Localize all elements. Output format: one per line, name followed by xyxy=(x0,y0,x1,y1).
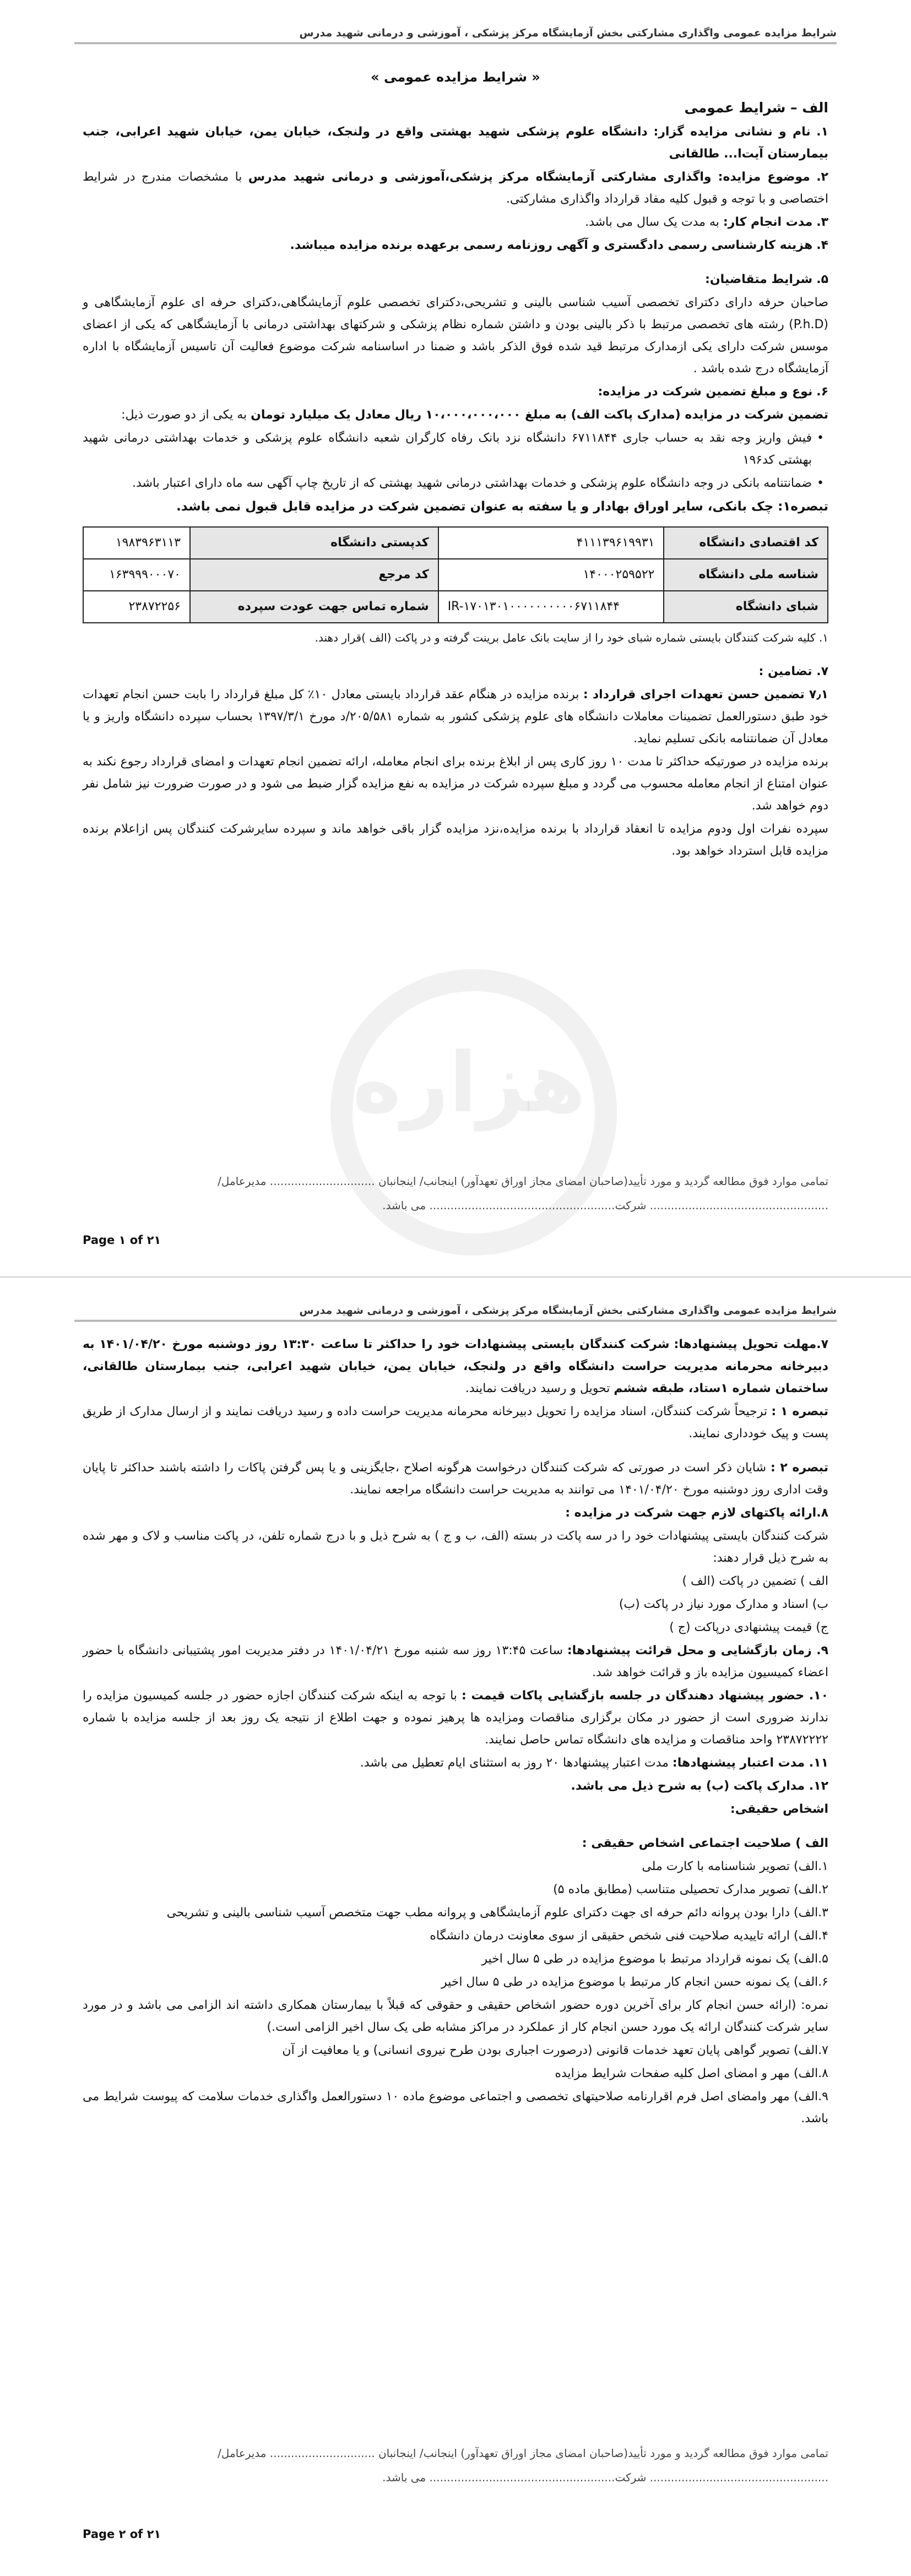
item-6-label: نوع و مبلغ تضمین شرکت در مزایده: xyxy=(598,385,813,399)
delivery-text: شرکت کنندگان بایستی پیشنهادات خود را حداکثر تا ساعت ۱۳:۳۰ روز دوشنبه مورخ ۱۴۰۱/۰۴/۲۰ به دبیرخانه محرمانه مدیریت حراست دانشگاه واقع در ولنجک، خیابان یمن، خیابان شهید اعرابی، جنب بیمارستان طالقانی، ساختمان شماره ۱ستاد، طبقه ششم xyxy=(83,1338,828,1395)
item-9-text: ساعت ۱۳:۴۵ روز سه شنبه مورخ ۱۴۰۱/۰۴/۲۱ در دفتر مدیریت امور پشتیبانی دانشگاه با حضور اعضاء کمیسیون مزایده باز و قرائت خواهد شد. xyxy=(83,1644,828,1680)
signature-box xyxy=(83,1167,828,1216)
table-header-cell: کدپستی دانشگاه xyxy=(190,527,438,559)
spacer xyxy=(83,650,828,660)
item-2 xyxy=(83,166,828,210)
item-1-number: ۱. xyxy=(816,125,829,139)
paragraph-deposit: سپرده نفرات اول ودوم مزایده تا انعقاد قرارداد با برنده مزایده،نزد مزایده گزار باقی خواهد ماند و سپرده سایرشرکت کنندگان پس ازاعلام برنده مزایده قابل استرداد خواهد بود. xyxy=(83,822,828,858)
item-7-heading: ۷. تضامین : xyxy=(758,665,828,678)
page-number: Page ۲ of ۲۱ xyxy=(83,2528,161,2541)
signature-box xyxy=(83,2439,828,2488)
item-10 xyxy=(83,1685,828,1751)
envelope-a: الف ) تضمین در پاکت (الف ) xyxy=(682,1574,828,1588)
table-cell: ۴۱۱۱۳۹۶۱۹۹۳۱ xyxy=(438,527,664,559)
item-1-text: دانشگاه علوم پزشکی شهید بهشتی واقع در ولنجک، خیابان یمن، خیابان شهید اعرابی، جنب بیمارستان آیت‌ا... طالقانی xyxy=(83,125,828,161)
item-4-label: هزینه کارشناسی رسمی دادگستری و آگهی روزنامه رسمی برعهده برنده مزایده میباشد. xyxy=(290,238,813,252)
guarantee-methods: به یکی از دو صورت ذیل: xyxy=(121,408,247,422)
bank-info-table xyxy=(83,526,828,623)
spacer xyxy=(83,1446,828,1456)
applicants-text: صاحبان حرفه دارای دکترای تخصصی آسیب شناسی بالینی و تشریحی،دکترای تخصصی علوم آزمایشگاهی،دکترای حرفه ای علوم آزمایشگاهی و (P.h.D) رشته های تخصصی مرتبط با ذکر بالینی بودن و داشتن شماره نظام پزشکی و شرکتهای بهداشتی درمانی با آزمایشگاهی که یکی از اعضای موسس شرکت دارای یکی ازمدارک مرتبط قید شده فوق الذکر باشد و ضمنا در اساسنامه شرکت موضوع فعالیت آن تاسیس آزمایشگاه با اداره آزمایشگاه درج شده باشد . xyxy=(83,296,828,376)
item-4 xyxy=(83,235,828,257)
social-qualification-heading: الف ) صلاحیت اجتماعی اشخاص حقیقی : xyxy=(582,1836,828,1850)
list-item: نمره: (ارائه حسن انجام کار برای آخرین دوره حضور اشخاص حقیقی و حقوقی که قبلاً با بیمارستان همکاری داشته اند الزامی می باشد و در مورد سایر شرکت کنندگان ارائه یک مورد حسن انجام کار از عملکرد در مراکز مشابه طی یک سال اخیر الزامی است.) xyxy=(83,1998,828,2034)
note-p2-1-label: تبصره ۱ : xyxy=(771,1405,828,1419)
table-cell: ۱۹۸۳۹۶۳۱۱۳ xyxy=(83,527,190,559)
list-item: ۷.الف) تصویر گواهی پایان تعهد خدمات قانونی (درصورت اجباری بودن طرح نیروی انسانی) و یا معافیت از آن xyxy=(282,2044,828,2057)
list-item: ۴.الف) ارائه تاییدیه صلاحیت فنی شخص حقیقی از سوی معاونت درمان دانشگاه xyxy=(430,1929,828,1943)
table-cell: ۱۶۳۹۹۹۰۰۰۷۰ xyxy=(83,559,190,591)
spacer xyxy=(83,258,828,268)
list-item: ۵.الف) یک نمونه قرارداد مرتبط با موضوع مزایده در طی ۵ سال اخیر xyxy=(481,1952,828,1966)
item-2-label: موضوع مزایده: واگذاری مشارکتی آزمایشگاه مرکز پزشکی،آموزشی و درمانی شهید مدرس xyxy=(248,170,810,184)
table-header-cell: شناسه ملی دانشگاه xyxy=(664,559,828,591)
signature-line-1: تمامی موارد فوق مطالعه گردید و مورد تأیید(صاحبان امضای مجاز اوراق تعهدآور) اینجانب/ اینجانبان .............................. مدیرعامل/ xyxy=(218,2447,828,2460)
item-8-text: شرکت کنندگان بایستی پیشنهادات خود را در سه پاکت در بسته (الف، ب و ج ) به شرح ذیل و با درج شماره تلفن، در پاکت مناسب و لاک و مهر شده به شرح ذیل قرار دهند: xyxy=(83,1529,828,1565)
item-5-label: شرایط متقاضیان: xyxy=(705,273,813,286)
item-5 xyxy=(83,269,828,291)
table-row xyxy=(83,591,828,623)
guarantee-amount: تضمین شرکت در مزایده (مدارک پاکت الف) به مبلغ ۱۰،۰۰۰،۰۰۰،۰۰۰ ریال معادل یک میلیارد تومان xyxy=(251,408,828,422)
list-item: ۸.الف) مهر و امضای اصل کلیه صفحات شرایط مزایده xyxy=(555,2067,828,2080)
note-p2-2-text: شایان ذکر است در صورتی که شرکت کنندگان درخواست هرگونه اصلاح ،جایگزینی و یا پس گرفتن پاکات را داشته باشند حداکثر تا پایان وقت اداری روز دوشنبه مورخ ۱۴۰۱/۰۴/۲۰ می توانند به مدیریت حراست دانشگاه مراجعه نمایند. xyxy=(83,1461,828,1497)
guarantee-intro xyxy=(83,404,828,426)
page-2 xyxy=(0,1278,911,2576)
table-row xyxy=(83,527,828,559)
paragraph-refusal: برنده مزایده در صورتیکه حداکثر تا مدت ۱۰ روز کاری پس از ابلاغ برنده برای انجام معامله، ارائه تضمین انجام تعهدات و امضای قرارداد رجوع نکند به عنوان امتناع از انجام معامله محسوب می گردد و مبلغ سپرده شرکت در مزایده به نفع مزایده گزار ضبط می شود و در صورت ضرورت نیز شامل نفر دوم خواهد شد. xyxy=(83,755,828,813)
item-5-number: ۵. xyxy=(816,273,828,286)
delivery-label: ۷.مهلت تحویل پیشنهادها: xyxy=(674,1338,828,1351)
list-item: ۶.الف) یک نمونه حسن انجام کار مرتبط با موضوع مزایده در طی ۵ سال اخیر xyxy=(441,1975,828,1989)
item-delivery-deadline xyxy=(83,1334,828,1400)
note-p2-2-label: تبصره ۲ : xyxy=(770,1461,828,1475)
table-header-cell: کد اقتصادی دانشگاه xyxy=(664,527,828,559)
item-7-1-label: ۷٫۱ تضمین حسن تعهدات اجرای قرارداد : xyxy=(583,688,828,702)
item-10-text: با توجه به اینکه شرکت کنندگان اجازه حضور در جلسه کمیسیون مزایده را ندارند ضروری است از حضور در مکان برگزاری مناقصات ومزایده ها پرهیز نموده و جهت اطلاع از نتیجه یک روز بعد از جلسه مزایده با شماره ۲۳۸۷۲۲۲۲ واحد مناقصات و مزایده های دانشگاه تماس حاصل نمایند. xyxy=(83,1689,828,1747)
item-6 xyxy=(83,381,828,403)
page-1 xyxy=(0,0,911,1278)
item-8-heading: ۸.ارائه پاکتهای لازم جهت شرکت در مزایده : xyxy=(565,1506,828,1520)
signature-line-2: ................................................... شرکت..................................................... می باشد. xyxy=(382,2471,828,2484)
item-1-label: نام و نشانی مزایده گزار: xyxy=(653,125,811,139)
item-11-text: مدت اعتبار پیشنهادها ۲۰ روز به استثنای ایام تعطیل می باشد. xyxy=(360,1756,669,1770)
item-1 xyxy=(83,121,828,165)
table-header-cell: کد مرجع xyxy=(190,559,438,591)
item-3-label: مدت انجام کار: xyxy=(723,215,813,229)
signature-line-2: ................................................... شرکت..................................................... می باشد. xyxy=(382,1199,828,1212)
note-p2-1-text: ترجیحاً شرکت کنندگان، اسناد مزایده را تحویل دبیرخانه محرمانه مدیریت حراست داده و رسید دریافت نمایند و از ارسال مدارک از طریق پست و پیک خودداری نمایند. xyxy=(83,1405,828,1441)
guarantee-bullet-cash: • فیش واریز وجه نقد به حساب جاری ۶۷۱۱۸۴۴ دانشگاه نزد بانک رفاه کارگران شعبه دانشگاه علوم پزشکی و خدمات بهداشتی درمانی شهید بهشتی کد۱۹۶ xyxy=(83,427,828,471)
signature-line-1: تمامی موارد فوق مطالعه گردید و مورد تأیید(صاحبان امضای مجاز اوراق تعهدآور) اینجانب/ اینجانبان .............................. مدیرعامل/ xyxy=(218,1175,828,1188)
page-header: شرایط مزایده عمومی واگذاری مشارکتی بخش آزمایشگاه مرکز پزشکی ، آموزشی و درمانی شهید مدرس xyxy=(74,22,837,44)
item-6-number: ۶. xyxy=(816,385,828,399)
item-7-1 xyxy=(83,684,828,750)
watermark-text: هزاره xyxy=(353,1035,586,1131)
envelope-b: ب) اسناد و مدارک مورد نیاز در پاکت (ب) xyxy=(619,1597,828,1611)
table-note: ۱. کلیه شرکت کنندگان بایستی شماره شبای خود را از سایت بانک عامل برینت گرفته و در پاکت (الف )قرار دهند. xyxy=(314,631,828,644)
item-10-label: ۱۰. حضور پیشنهاد دهندگان در جلسه بازگشایی پاکات قیمت : xyxy=(461,1689,828,1703)
list-item: ۱.الف) تصویر شناسنامه با کارت ملی xyxy=(642,1860,828,1873)
item-3 xyxy=(83,211,828,233)
list-item: ۳.الف) دارا بودن پروانه دائم حرفه ای جهت دکترای علوم آزمایشگاهی و پروانه مطب جهت متخصص آسیب شناسی بالینی و تشریحی xyxy=(166,1906,828,1920)
spacer xyxy=(83,1822,828,1832)
item-4-number: ۴. xyxy=(816,238,828,252)
natural-persons-heading: اشخاص حقیقی: xyxy=(730,1802,828,1816)
item-3-text: به مدت یک سال می باشد. xyxy=(585,215,719,229)
item-2-number: ۲. xyxy=(816,170,828,184)
item-11-label: ۱۱. مدت اعتبار پیشنهادها: xyxy=(672,1756,828,1770)
table-header-cell: شبای دانشگاه xyxy=(664,591,828,623)
item-12-heading: ۱۲. مدارک پاکت (ب) به شرح ذیل می باشد. xyxy=(571,1779,828,1793)
table-cell: ۱۴۰۰۰۲۵۹۵۲۲ xyxy=(438,559,664,591)
delivery-tail: تحویل و رسید دریافت نمایند. xyxy=(465,1382,610,1395)
page-2-content xyxy=(83,1333,828,2131)
document-title: « شرایط مزایده عمومی » xyxy=(371,69,540,85)
item-2-text: با مشخصات مندرج در شرایط اختصاصی و با توجه و قبول کلیه مفاد قرارداد واگذاری مشارکتی. xyxy=(83,170,828,206)
page-number: Page ۱ of ۲۱ xyxy=(83,1233,161,1247)
note-p2-2 xyxy=(83,1457,828,1501)
list-item: ۲.الف) تصویر مدارک تحصیلی متناسب (مطابق ماده ۵) xyxy=(553,1883,828,1896)
guarantee-bullet-bank: • ضمانتنامه بانکی در وجه دانشگاه علوم پزشکی و خدمات بهداشتی درمانی شهید بهشتی که از تاریخ چاپ آگهی سه ماه دارای اعتبار باشد. xyxy=(83,472,828,494)
table-row xyxy=(83,559,828,591)
note-p2-1 xyxy=(83,1401,828,1445)
item-9 xyxy=(83,1640,828,1684)
item-3-number: ۳. xyxy=(816,215,828,229)
section-a-heading: الف – شرایط عمومی xyxy=(684,100,828,116)
note-1: تبصره۱: چک بانکی، سایر اوراق بهادار و یا سفته به عنوان تضمین شرکت در مزایده قابل قبول نمی باشد. xyxy=(176,499,828,514)
table-header-cell: شماره تماس جهت عودت سپرده xyxy=(190,591,438,623)
item-9-label: ۹. زمان بازگشایی و محل قرائت پیشنهادها: xyxy=(567,1644,829,1657)
item-7-1-text: برنده مزایده در هنگام عقد قرارداد بایستی معادل ۱۰٪ کل مبلغ قرارداد را بابت حسن انجام تعهدات خود طبق دستورالعمل تضمینات معاملات دانشگاه های علوم پزشکی کشور به شماره ۲۰۵/۵۸۱/د مورخ ۱۳۹۷/۳/۱ بحساب سپرده دانشگاه واریز و یا معادل آن ضمانتنامه بانکی تسلیم نماید. xyxy=(83,688,828,746)
envelope-c: ج) قیمت پیشنهادی درپاکت (ج ) xyxy=(669,1621,828,1634)
item-11 xyxy=(83,1752,828,1774)
list-item: ۹.الف) مهر وامضای اصل فرم اقرارنامه صلاحیتهای تخصصی و اجتماعی موضوع ماده ۱۰ دستورالعمل واگذاری خدمات سلامت که پیوست شرایط می باشد. xyxy=(83,2090,828,2126)
table-cell: IR-۱۷۰۱۳۰۱۰۰۰۰۰۰۰۰۰۰۶۷۱۱۸۴۴ xyxy=(438,591,664,623)
page-1-content xyxy=(83,66,828,863)
page-header: شرایط مزایده عمومی واگذاری مشارکتی بخش آزمایشگاه مرکز پزشکی ، آموزشی و درمانی شهید مدرس xyxy=(74,1300,837,1322)
table-cell: ۲۳۸۷۲۲۵۶ xyxy=(83,591,190,623)
